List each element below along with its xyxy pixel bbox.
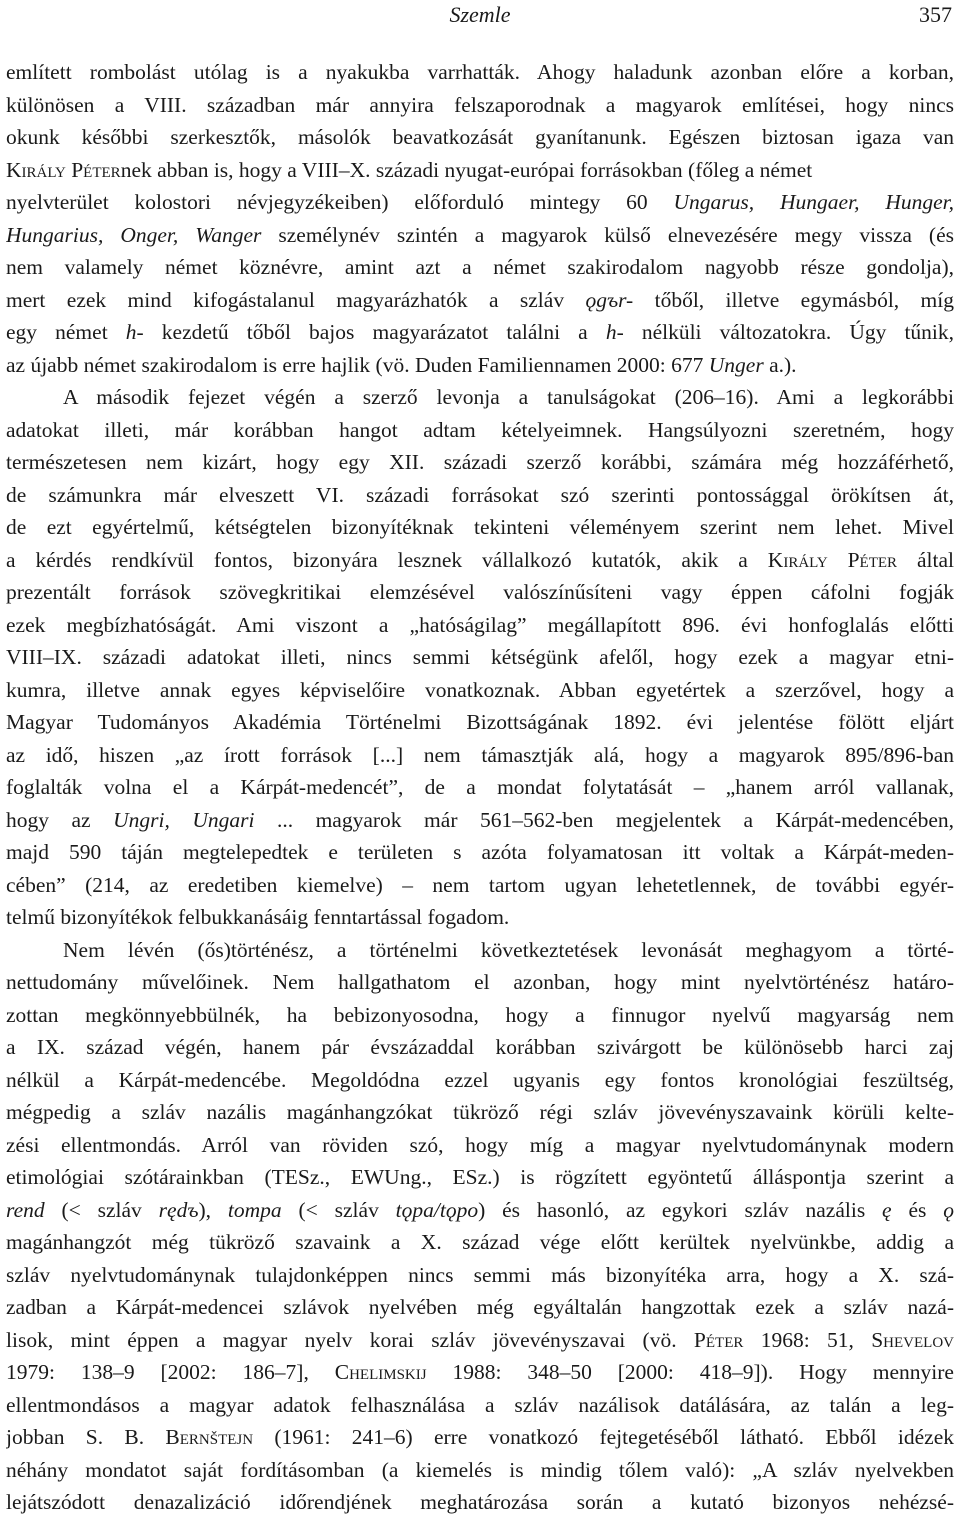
text-run: Magyar Tudományos Akadémia Történelmi Bizottságának 1892. évi jelentése fölött eljárt	[6, 710, 954, 734]
text-run: adatokat illeti, már korábban hangot adtam kételyeimnek. Hangsúlyozni szeretném, hogy	[6, 417, 954, 442]
text-line	[6, 1096, 954, 1129]
text-run: jobban S. B.	[6, 1425, 166, 1449]
italic-text: tǫpa/tǫpo	[395, 1197, 479, 1222]
text-run: 1968: 51,	[743, 1327, 872, 1352]
text-run: hogy az	[6, 807, 114, 832]
text-run: nem valamely német köznévre, amint azt a német szakirodalom nagyobb része gondolja),	[6, 255, 954, 279]
text-run: nek abban is, hogy a VIII–X. századi nyugat-európai forrásokban (főleg a német	[120, 157, 813, 182]
text-line	[6, 804, 954, 837]
text-run: a.).	[763, 352, 797, 377]
text-run: okunk későbbi szerkesztők, másolók beavatkozását gyanítanunk. Egészen biztosan igaza van	[6, 125, 954, 149]
text-line	[6, 1031, 954, 1064]
text-line	[6, 1454, 954, 1487]
text-run: prezentált források szövegkritikai elemzésével valószínűsíteni vagy éppen cáfolni fogják	[6, 580, 954, 604]
text-run: lisok, mint éppen a magyar nyelv korai szláv jövevényszavai (vö.	[6, 1327, 694, 1352]
text-run: az idő, hiszen „az írott források [...] nem támasztják alá, hogy a magyarok 895/896-ban	[6, 742, 954, 767]
text-line	[6, 446, 954, 479]
text-run: az újabb német szakirodalom is erre hajlik (vö. Duden Familiennamen 2000: 677	[6, 352, 709, 377]
text-run: 1988: 348–50 [2000: 418–9]). Hogy mennyire	[426, 1360, 954, 1384]
text-line	[6, 479, 954, 512]
text-line	[6, 219, 954, 252]
italic-text: ę	[882, 1197, 892, 1222]
text-run: zési ellentmondás. Arról van röviden szó, hogy míg a magyar nyelvtudománynak modern	[6, 1132, 954, 1157]
text-run: ) és hasonló, az egykori szláv nazális	[478, 1197, 883, 1222]
text-run: ),	[198, 1197, 228, 1222]
text-run: mert ezek mind kifogástalanul magyarázhatók a szláv	[6, 287, 586, 312]
italic-text: Ungri, Ungari	[113, 807, 255, 832]
text-line	[6, 674, 954, 707]
text-line	[6, 739, 954, 772]
text-run: említett rombolást utólag is a nyakukba varrhatták. Ahogy haladunk azonban előre a korban,	[6, 60, 954, 84]
text-run: természetesen nem kizárt, hogy egy XII. századi szerző korábbi, számára még hozzáférhető,	[6, 450, 954, 474]
page-number: 357	[919, 2, 952, 27]
text-run: ellentmondásos a magyar adatok felhasználása a szláv nazálisok datálására, az talán a leg-	[6, 1392, 954, 1417]
small-caps-name: Péter	[693, 1327, 744, 1352]
text-line	[6, 316, 954, 349]
text-line	[6, 544, 954, 577]
text-line	[6, 1064, 954, 1097]
text-line	[6, 1356, 954, 1389]
text-line	[6, 349, 954, 382]
text-run: zottan megkönnyebbülnék, ha bebizonyosodna, hogy a finnugor nyelvű magyarság nem	[6, 1002, 954, 1027]
italic-text: h-	[605, 320, 624, 344]
text-run: lejátszódott denazalizáció időrendjének meghatározása során a kutató bizonyos nehézsé-	[6, 1490, 954, 1514]
small-caps-name: Shevelov	[871, 1327, 954, 1352]
text-line	[6, 1226, 954, 1259]
text-run: (1961: 241–6) erre vonatkozó fejtegetéséből látható. Ebből idézek	[253, 1425, 954, 1449]
text-run: személynév szintén a magyarok külső elnevezésére megy vissza (és	[261, 222, 954, 247]
italic-text: ǫ	[943, 1197, 954, 1222]
text-line	[6, 706, 954, 739]
text-run: nettudomány művelőinek. Nem hallgathatom el azonban, hogy mint nyelvtörténész határo-	[6, 970, 954, 994]
text-run: mégpedig a szláv nazális magánhangzókat tükröző régi szláv jövevényszavaink körüli kelte-	[6, 1100, 954, 1124]
text-run: zadban a Kárpát-medencei szlávok nyelvében még egyáltalán hangzottak ezek a szláv nazá-	[6, 1295, 954, 1319]
text-run: nélküli változatokra. Úgy tűnik,	[623, 320, 954, 344]
text-line	[6, 1129, 954, 1162]
text-line	[6, 934, 954, 967]
text-run: szláv nyelvtudománynak tulajdonképpen nincs semmi más bizonyítéka arra, hogy a X. szá-	[6, 1262, 954, 1287]
italic-text: rędъ	[158, 1197, 199, 1222]
text-line	[6, 869, 954, 902]
text-run: nélkül a Kárpát-medencébe. Megoldódna ezzel ugyanis egy fontos kronológiai feszültség,	[6, 1067, 954, 1092]
body-text	[6, 56, 954, 1519]
small-caps-name: Bernštejn	[165, 1425, 254, 1449]
text-line	[6, 999, 954, 1032]
text-run: Nem lévén (ős)történész, a történelmi következtetések levonását meghagyom a törté-	[63, 937, 954, 962]
small-caps-name: Király Péter	[767, 547, 898, 572]
small-caps-name: Chelimskij	[334, 1360, 427, 1384]
text-run: magánhangzót még tükröző szavaink a X. század vége előtt kerültek nyelvünkbe, addig a	[6, 1230, 954, 1254]
text-line	[6, 154, 954, 187]
text-run: foglalták volna el a Kárpát-medencét”, de a mondat folytatását – „hanem arról vallanak,	[6, 775, 954, 799]
text-line	[6, 836, 954, 869]
text-line	[6, 186, 954, 219]
running-title: Szemle	[449, 2, 511, 27]
text-run: ezek megbízhatóságát. Ami viszont a „hatóságilag” megállapított 896. évi honfoglalás előtti	[6, 612, 954, 637]
text-line	[6, 1291, 954, 1324]
text-run: tőből, illetve egymásból, míg	[633, 287, 954, 312]
text-run: a IX. század végén, hanem pár évszázaddal korábban szivárgott be különösebb harci zaj	[6, 1035, 954, 1059]
text-run: ... magyarok már 561–562-ben megjelentek a Kárpát-medencében,	[254, 807, 954, 832]
text-line	[6, 284, 954, 317]
text-line	[6, 771, 954, 804]
text-run: telmű bizonyítékok felbukkanásáig fenntartással fogadom.	[6, 905, 510, 929]
italic-text: h-	[125, 320, 144, 344]
text-run: cében” (214, az eredetiben kiemelve) – nem tartom ugyan lehetetlennek, de további egyér-	[6, 872, 954, 897]
small-caps-name: Király Péter	[6, 157, 121, 182]
text-run: különösen a VIII. században már annyira felszaporodnak a magyarok említései, hogy nincs	[6, 92, 954, 117]
text-line	[6, 576, 954, 609]
text-run: etimológiai szótárainkban (TESz., EWUng., ESz.) is rögzített egyöntetű álláspontja szerint a	[6, 1165, 954, 1189]
text-run: de számunkra már elveszett VI. századi forrásokat szó szerinti pontossággal örökítsen át,	[6, 482, 954, 507]
text-run: kumra, illetve annak egyes képviselőire vonatkoznak. Abban egyetértek a szerzővel, hogy a	[6, 677, 954, 702]
text-line	[6, 641, 954, 674]
text-run: de ezt egyértelmű, kétségtelen bizonyítéknak tekinteni véleményem szerint nem lehet. Mivel	[6, 515, 954, 539]
text-line	[6, 1421, 954, 1454]
text-line	[6, 966, 954, 999]
text-line	[6, 414, 954, 447]
text-line	[6, 1194, 954, 1227]
text-run: kezdetű tőből bajos magyarázatot találni a	[143, 320, 606, 344]
italic-text: Unger	[708, 352, 764, 377]
italic-text: ǫgъr-	[585, 287, 634, 312]
text-run: a kérdés rendkívül fontos, bizonyára lesznek vállalkozó kutatók, akik a	[6, 547, 768, 572]
text-run: 1979: 138–9 [2002: 186–7],	[6, 1360, 335, 1384]
running-head	[0, 0, 960, 30]
italic-text: tompa	[227, 1197, 282, 1222]
text-line	[6, 121, 954, 154]
text-line	[6, 609, 954, 642]
text-run: nyelvterület kolostori névjegyzékeiben) előforduló mintegy 60	[6, 190, 674, 214]
text-line	[6, 1161, 954, 1194]
text-run: majd 590 táján megtelepedtek e területen s azóta folyamatosan itt voltak a Kárpát-meden-	[6, 840, 954, 864]
text-line	[6, 511, 954, 544]
text-run: A második fejezet végén a szerző levonja a tanulságokat (206–16). Ami a legkorábbi	[63, 385, 954, 409]
italic-text: Ungarus, Hungaer, Hunger,	[673, 190, 954, 214]
text-run: (< szláv	[281, 1197, 396, 1222]
text-run: egy német	[6, 320, 126, 344]
text-line	[6, 1486, 954, 1519]
text-run: által	[897, 547, 954, 572]
text-line	[6, 251, 954, 284]
text-line	[6, 56, 954, 89]
text-line	[6, 1259, 954, 1292]
italic-text: rend	[6, 1197, 45, 1222]
text-line	[6, 89, 954, 122]
text-run: néhány mondatot saját fordításomban (a kiemelés is mindig tőlem való): „A szláv nyelvekben	[6, 1457, 954, 1482]
italic-text: Hungarius, Onger, Wanger	[6, 222, 262, 247]
text-run: (< szláv	[44, 1197, 159, 1222]
text-run: és	[891, 1197, 944, 1222]
text-line	[6, 1389, 954, 1422]
text-line	[6, 901, 954, 934]
text-run: VIII–IX. századi adatokat illeti, nincs semmi kétségünk afelől, hogy ezek a magyar etni-	[6, 645, 954, 669]
text-line	[6, 1324, 954, 1357]
text-line	[6, 381, 954, 414]
